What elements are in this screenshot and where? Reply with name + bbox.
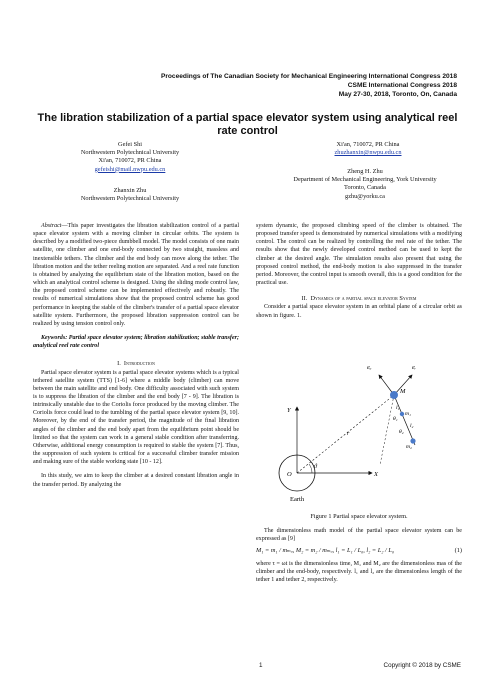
intro-paragraph-1: Partial space elevator system is a partial space elevator systems which is a typical tethered satellite system (TTS) [1-6] where a middle body (climber) can move between the main satellite and end body. One difficulty associated with such system is to suppress the libration of the climber and the end body [7 - 9]. The libration is intrinsically unstable due to the Coriolis force produced by the moving climber. The Coriolis force could lead to the tumbling of the partial space elevator system [9, 10]. Moreover, by the end of the transfer period, the magnitude of the final libration angles of the climber and the end body apart from the equilibrium point should be limited so that the system can work in a general stable condition after transferring. Otherwise, additional energy consumption is required to stable the system [7]. Thus, the suppression of such system is critical for a successful climber transfer mission and making sure of the stable working state [10 - 12]. [33, 369, 239, 466]
section-heading-2: II. Dynamics of a partial space elevator System [301, 295, 417, 303]
author-name: Gefei Shi [118, 141, 142, 148]
theta-arc [309, 464, 312, 473]
author-location: Xi'an, 710072, PR China [98, 157, 162, 165]
eo-label: eₒ [367, 365, 372, 371]
paper-title: The libration stabilization of a partial space elevator system using analytical reel rate control [37, 112, 458, 137]
keywords: Keywords: Partial space elevator system; libration stabilization; stable transfer; analytical reel rate control [33, 335, 239, 350]
right-column-lower [256, 513, 462, 584]
left-column [33, 222, 239, 489]
author-email: gzhu@yorku.ca [345, 192, 385, 200]
equation-text: M₁ = m₁ / mₘₒ, M₂ = m₂ / mₘₒ, l₁ = L₁ / L₀, l₂ = L₂ / L₀ [256, 547, 395, 555]
main-satellite [390, 391, 398, 399]
theta-label: ϑ [314, 464, 317, 470]
author-block-4 [250, 168, 480, 201]
proceedings-line-1: Proceedings of The Canadian Society for Mechanical Engineering International Congress 2018 [160, 73, 457, 80]
right-column [256, 222, 462, 320]
author-block-1 [40, 141, 220, 174]
X-label: X [374, 471, 378, 478]
Y-label: Y [287, 407, 291, 414]
author-name: Zheng H. Zhu [347, 168, 383, 175]
author-block-3 [268, 141, 468, 157]
l1-label: l₁ [396, 405, 400, 411]
er-label: eᵣ [412, 365, 417, 371]
right-paragraph-1: system dynamic, the proposed climbing speed of the climber is obtained. The proposed transfer speed is demonstrated by numerical simulations with a modifying control. The control can be realized by controlling the reel rate of the tether. The results show that the newly developed control method can be used to kept the climber at the desired angle. The simulation results also present that using the proposed control method, the end-body motion is also suppressed in the transfer period. Moreover, the control input is smooth overall, this is a good condition for the practical use. [256, 223, 462, 287]
end-body [410, 438, 415, 443]
proceedings-line-2: CSME International Congress 2018 [347, 82, 457, 90]
equation-1 [256, 547, 462, 555]
M-label: M [400, 388, 406, 395]
author-location: Toronto, Canada [344, 184, 386, 192]
equation-number: (1) [454, 547, 462, 555]
section-heading-1: I. Introduction [117, 360, 155, 368]
r-label: r [347, 431, 350, 437]
author-name: Zhanxin Zhu [113, 187, 147, 194]
climber [400, 412, 404, 416]
theta2-label: θ₂ [399, 429, 404, 435]
abstract-text: —This paper investigates the libration stabilization control of a partial space elevator system with a moving climber in circular orbits. The system is described by a modified two-piece dumbbell model. The model consists of one main satellite, one climber and one end-body connected by two straight, massless and inextensible tethers. The climber and the end body can move along the tether. The libration motion and the tether reeling motion are separated. And a reel rate function is obtained by analyzing the equilibrium state of the libration motion, based on the which an analytical control scheme is designed. Using the sliding mode control law, the proposed control scheme can be implemented effectively and robustly. The results of numerical simulations show that the proposed control scheme has good performance in keeping the stable of the climber's transfer of a partial space elevator satellite system. Furthermore, the proposed libration suppression control can be realized by using tension control only. [33, 223, 239, 327]
author-affiliation: Northwestern Polytechnical University [80, 149, 180, 157]
figure-1-diagram [262, 355, 462, 507]
O-label: O [287, 471, 292, 478]
local-vertical [380, 395, 394, 465]
abstract [33, 222, 239, 328]
intro-paragraph-2: In this study, we aim to keep the climber at a desired constant libration angle in the transfer period. By analyzing the [33, 473, 239, 488]
proceedings-line-3: May 27-30, 2018, Toronto, On, Canada [338, 91, 457, 99]
earth-label: Earth [290, 496, 305, 503]
author-location: Xi'an, 710072, PR China [336, 141, 400, 148]
abstract-label: Abstract [41, 223, 62, 229]
author-email[interactable]: zhuzhanxin@nwpu.edu.cn [334, 149, 402, 157]
m1-label: m₁ [405, 411, 411, 417]
author-block-2 [40, 187, 220, 203]
author-affiliation: Northwestern Polytechnical University [80, 195, 180, 203]
right-paragraph-2: Consider a partial space elevator system in an orbital plane of a circular orbit as shown in figure. 1. [256, 304, 462, 319]
copyright: Copyright © 2018 by CSME [383, 662, 461, 669]
l2-label: l₂ [410, 423, 414, 429]
right-paragraph-4: where τ = ωt is the dimensionless time, M₁ and M₂ are the dimensionless mas of the climber and the end-body, respectively. l₁ and l₂ are the dimensionless length of the tether 1 and tether 2, respectively. [256, 560, 462, 583]
author-email[interactable]: gefeishi@mail.nwpu.edu.cn [94, 165, 166, 173]
m2-label: m₂ [406, 444, 412, 450]
theta1-label: θ₁ [393, 416, 398, 422]
page-number: 1 [259, 662, 263, 669]
orbit-radius-line [297, 395, 394, 473]
proceedings-header [161, 72, 457, 100]
figure-1-caption: Figure 1 Partial space elevator system. [310, 513, 408, 520]
author-affiliation: Department of Mechanical Engineering, York University [293, 176, 437, 184]
right-paragraph-3: The dimensionless math model of the partial space elevator system can be expressed as [9] [256, 528, 462, 543]
